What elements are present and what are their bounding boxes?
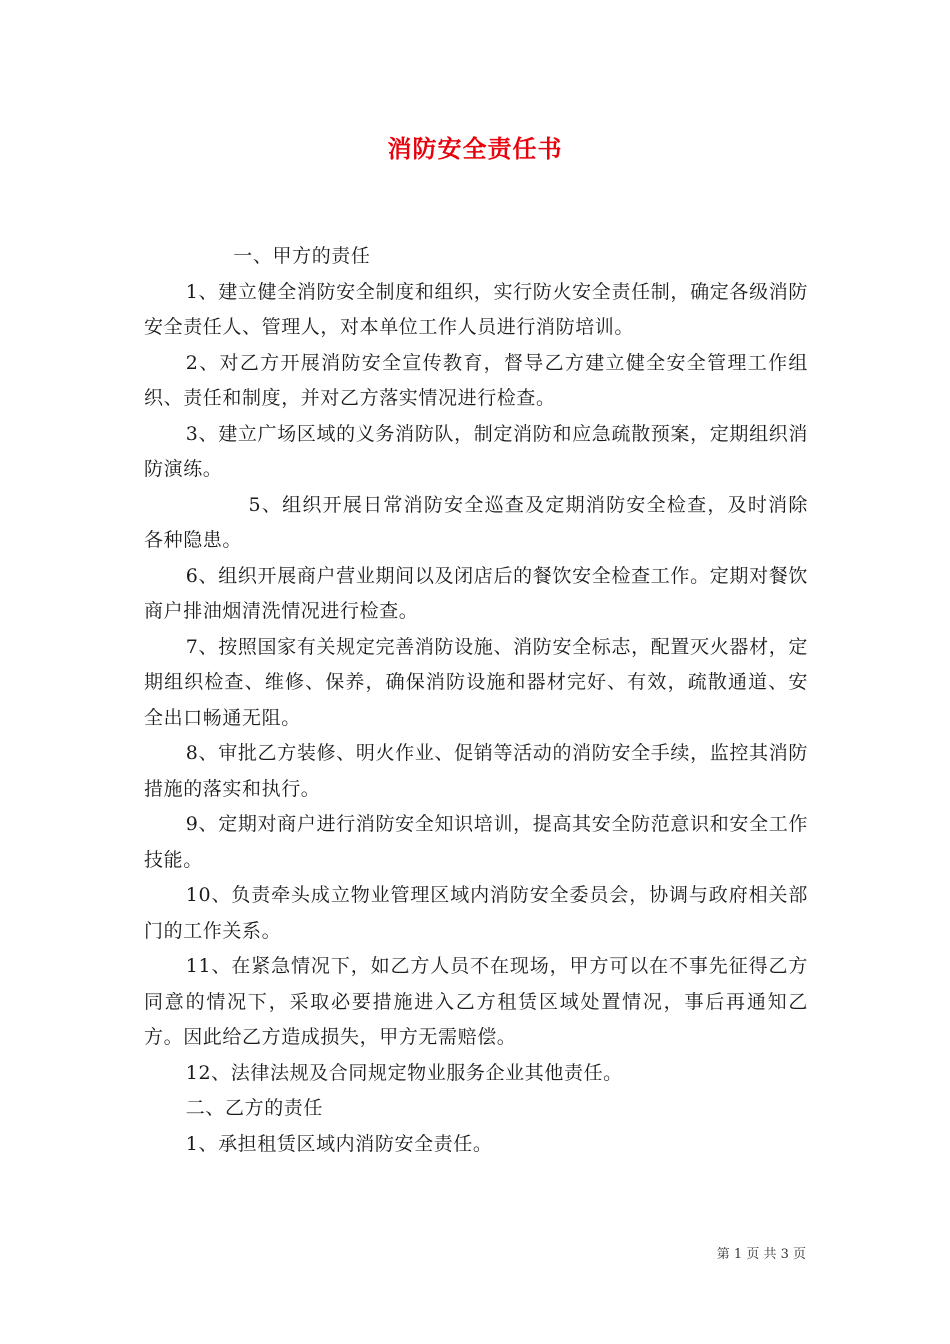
document-body <box>144 239 808 1162</box>
paragraph: 3、建立广场区域的义务消防队，制定消防和应急疏散预案，定期组织消防演练。 <box>144 422 808 480</box>
paragraph: 8、审批乙方装修、明火作业、促销等活动的消防安全手续，监控其消防措施的落实和执行。 <box>144 742 808 800</box>
paragraph: 11、在紧急情况下，如乙方人员不在现场，甲方可以在不事先征得乙方同意的情况下，采取必要措施进入乙方租赁区域处置情况，事后再通知乙方。因此给乙方造成损失，甲方无需赔偿。 <box>144 955 808 1048</box>
paragraph: 10、负责牵头成立物业管理区域内消防安全委员会，协调与政府相关部门的工作关系。 <box>144 884 808 942</box>
paragraph: 12、法律法规及合同规定物业服务企业其他责任。 <box>185 1061 623 1084</box>
paragraph: 6、组织开展商户营业期间以及闭店后的餐饮安全检查工作。定期对餐饮商户排油烟清洗情况进行检查。 <box>144 564 808 622</box>
paragraph: 2、对乙方开展消防安全宣传教育，督导乙方建立健全安全管理工作组织、责任和制度，并对乙方落实情况进行检查。 <box>144 351 808 409</box>
paragraph: 5、组织开展日常消防安全巡查及定期消防安全检查，及时消除各种隐患。 <box>144 493 808 551</box>
paragraph: 1、建立健全消防安全制度和组织，实行防火安全责任制，确定各级消防安全责任人、管理人，对本单位工作人员进行消防培训。 <box>144 280 808 338</box>
paragraph: 7、按照国家有关规定完善消防设施、消防安全标志，配置灭火器材，定期组织检查、维修、保养，确保消防设施和器材完好、有效，疏散通道、安全出口畅通无阻。 <box>144 635 808 729</box>
section-heading-party-a: 一、甲方的责任 <box>233 245 371 267</box>
page-number: 第 1 页 共 3 页 <box>716 1247 806 1262</box>
paragraph: 9、定期对商户进行消防安全知识培训，提高其安全防范意识和安全工作技能。 <box>144 813 808 871</box>
section-heading-party-b: 二、乙方的责任 <box>185 1097 323 1119</box>
document-title: 消防安全责任书 <box>387 135 563 163</box>
paragraph: 1、承担租赁区域内消防安全责任。 <box>185 1132 493 1155</box>
